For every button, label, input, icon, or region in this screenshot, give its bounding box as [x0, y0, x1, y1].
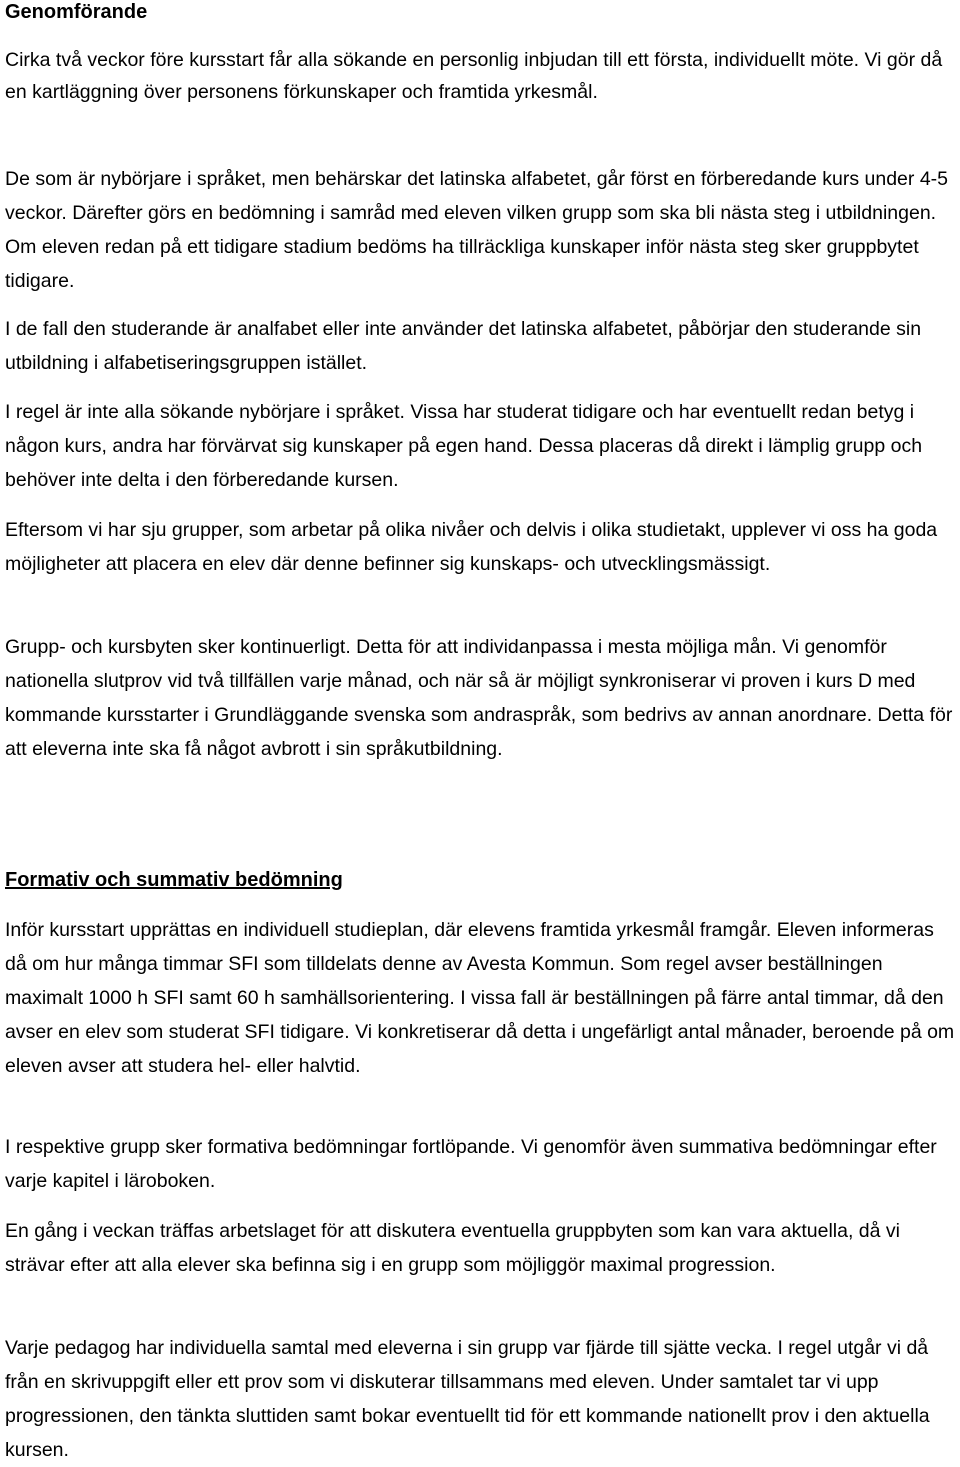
paragraph-team-meeting: En gång i veckan träffas arbetslaget för att diskutera eventuella gruppbyten som kan vara aktuella, då vi strävar efter att alla elever ska befinna sig i en grupp som möjliggör maximal progression.: [5, 1220, 901, 1276]
paragraph-study-plan: Inför kursstart upprättas en individuell studieplan, där elevens framtida yrkesmål framgår. Eleven informeras då om hur många timmar SFI som tilldelats denne av Avesta Kommun. Som regel avser beställningen maximalt 1000 h SFI samt 60 h samhällsorientering. I vissa fall är beställningen på färre antal timmar, då den avser en elev som studerat SFI tidigare. Vi konkretiserar då detta i ungefärligt antal månader, beroende på om eleven avser att studera hel- eller halvtid.: [5, 919, 955, 1077]
section-heading-formativ: Formativ och summativ bedömning: [5, 869, 343, 891]
paragraph-illiterate: I de fall den studerande är analfabet eller inte använder det latinska alfabetet, påbörjar den studerande sin utbildning i alfabetiseringsgruppen istället.: [5, 318, 922, 374]
paragraph-not-beginners: I regel är inte alla sökande nybörjare i språket. Vissa har studerat tidigare och har eventuellt redan betyg i någon kurs, andra har förvärvat sig kunskaper på egen hand. Dessa placeras då direkt i lämplig grupp och behöver inte delta i den förberedande kursen.: [5, 401, 923, 491]
paragraph-seven-groups: Eftersom vi har sju grupper, som arbetar på olika nivåer och delvis i olika studietakt, upplever vi oss ha goda möjligheter att placera en elev där denne befinner sig kunskaps- och utvecklingsmässigt.: [5, 519, 938, 575]
paragraph-invitation: Cirka två veckor före kursstart får alla sökande en personlig inbjudan till ett första, individuellt möte. Vi gör då en kartläggning över personens förkunskaper och framtida yrkesmål.: [5, 49, 943, 103]
paragraph-beginners: De som är nybörjare i språket, men behärskar det latinska alfabetet, går först en förberedande kurs under 4-5 veckor. Därefter görs en bedömning i samråd med eleven vilken grupp som ska bli nästa steg i utbildningen. Om eleven redan på ett tidigare stadium bedöms ha tillräckliga kunskaper inför nästa steg sker gruppbytet tidigare.: [5, 168, 948, 292]
paragraph-course-changes: Grupp- och kursbyten sker kontinuerligt. Detta för att individanpassa i mesta möjliga mån. Vi genomför nationella slutprov vid två tillfällen varje månad, och när så är möjligt synkroniserar vi proven i kurs D med kommande kursstarter i Grundläggande svenska som andraspråk, som bedrivs av annan anordnare. Detta för att eleverna inte ska få något avbrott i sin språkutbildning.: [5, 636, 953, 760]
paragraph-formative: I respektive grupp sker formativa bedömningar fortlöpande. Vi genomför även summativa bedömningar efter varje kapitel i läroboken.: [5, 1136, 937, 1192]
section-heading-genomforande: Genomförande: [5, 1, 148, 23]
paragraph-individual-talks: Varje pedagog har individuella samtal med eleverna i sin grupp var fjärde till sjätte vecka. I regel utgår vi då från en skrivuppgift eller ett prov som vi diskuterar tillsammans med eleven. Under samtalet tar vi upp progressionen, den tänkta sluttiden samt bokar eventuellt tid för ett kommande nationellt prov i den aktuella kursen.: [5, 1337, 930, 1461]
